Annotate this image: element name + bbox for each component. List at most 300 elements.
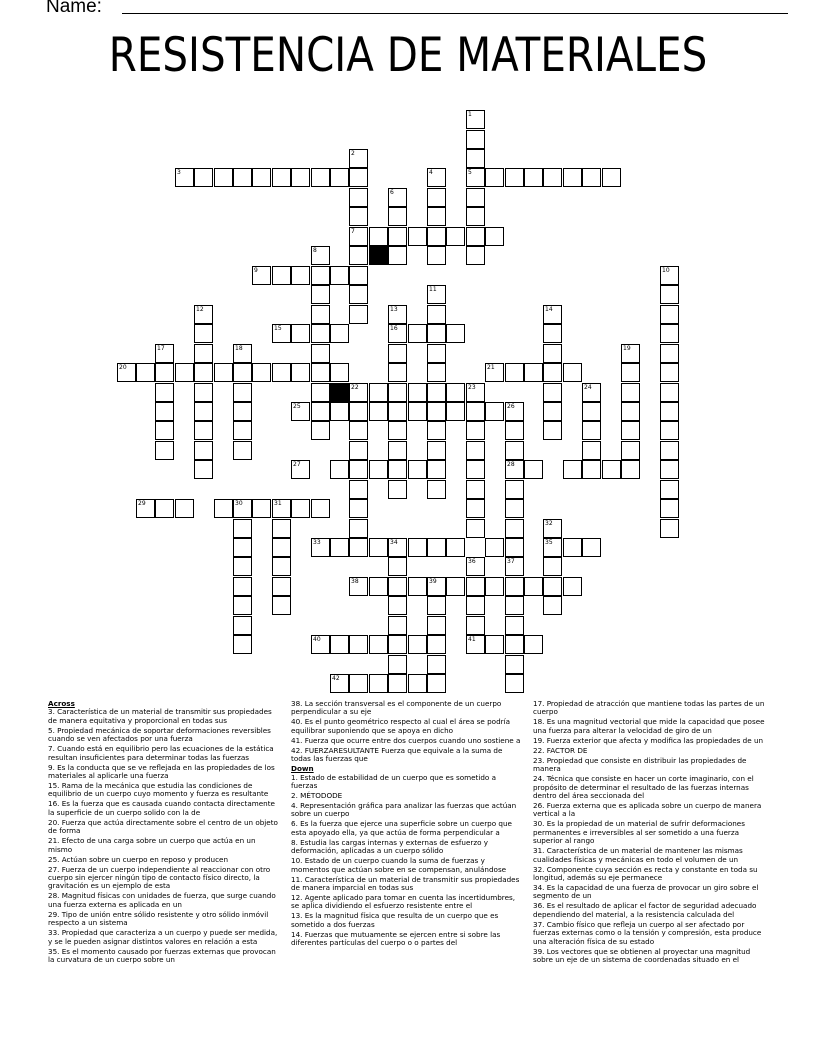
crossword-cell[interactable] xyxy=(349,674,368,693)
crossword-cell[interactable] xyxy=(543,305,562,324)
crossword-cell[interactable] xyxy=(427,344,446,363)
crossword-cell[interactable] xyxy=(408,674,427,693)
crossword-cell[interactable] xyxy=(427,441,446,460)
crossword-cell[interactable] xyxy=(466,246,485,265)
crossword-cell[interactable] xyxy=(388,227,407,246)
crossword-cell[interactable] xyxy=(349,383,368,402)
crossword-cell[interactable] xyxy=(408,538,427,557)
crossword-cell[interactable] xyxy=(369,383,388,402)
crossword-cell[interactable] xyxy=(349,480,368,499)
crossword-cell[interactable] xyxy=(660,305,679,324)
crossword-cell[interactable] xyxy=(388,188,407,207)
clue-number: 26 xyxy=(507,403,515,410)
crossword-cell[interactable] xyxy=(194,421,213,440)
crossword-cell[interactable] xyxy=(427,324,446,343)
crossword-cell[interactable] xyxy=(466,616,485,635)
crossword-cell[interactable] xyxy=(291,402,310,421)
crossword-cell[interactable] xyxy=(291,324,310,343)
crossword-cell[interactable] xyxy=(311,305,330,324)
crossword-cell[interactable] xyxy=(233,363,252,382)
crossword-cell[interactable] xyxy=(155,402,174,421)
crossword-cell[interactable] xyxy=(272,499,291,518)
crossword-cell[interactable] xyxy=(136,363,155,382)
crossword-block-cell xyxy=(330,383,349,402)
crossword-cell[interactable] xyxy=(524,363,543,382)
crossword-cell[interactable] xyxy=(505,674,524,693)
crossword-cell[interactable] xyxy=(194,441,213,460)
crossword-cell[interactable] xyxy=(505,460,524,479)
crossword-cell[interactable] xyxy=(388,363,407,382)
crossword-cell[interactable] xyxy=(291,499,310,518)
clue-number: 25 xyxy=(293,403,301,410)
crossword-cell[interactable] xyxy=(233,383,252,402)
crossword-cell[interactable] xyxy=(175,168,194,187)
crossword-cell[interactable] xyxy=(349,421,368,440)
crossword-cell[interactable] xyxy=(505,577,524,596)
crossword-cell[interactable] xyxy=(543,363,562,382)
crossword-cell[interactable] xyxy=(582,441,601,460)
crossword-cell[interactable] xyxy=(466,207,485,226)
crossword-cell[interactable] xyxy=(505,519,524,538)
crossword-cell[interactable] xyxy=(485,538,504,557)
crossword-cell[interactable] xyxy=(427,383,446,402)
crossword-cell[interactable] xyxy=(330,538,349,557)
crossword-cell[interactable] xyxy=(466,110,485,129)
clue-number: 12 xyxy=(196,306,204,313)
crossword-cell[interactable] xyxy=(349,577,368,596)
crossword-cell[interactable] xyxy=(252,499,271,518)
crossword-cell[interactable] xyxy=(524,168,543,187)
crossword-cell[interactable] xyxy=(427,207,446,226)
crossword-cell[interactable] xyxy=(466,168,485,187)
crossword-cell[interactable] xyxy=(233,519,252,538)
crossword-cell[interactable] xyxy=(388,480,407,499)
crossword-cell[interactable] xyxy=(427,246,446,265)
crossword-cell[interactable] xyxy=(660,480,679,499)
crossword-cell[interactable] xyxy=(408,324,427,343)
crossword-cell[interactable] xyxy=(272,519,291,538)
crossword-cell[interactable] xyxy=(621,363,640,382)
clue-item: 10. Estado de un cuerpo cuando la suma de fuerzas y momentos que actúan sobre en se compensan, anulándose xyxy=(291,856,507,874)
crossword-cell[interactable] xyxy=(524,635,543,654)
crossword-cell[interactable] xyxy=(388,538,407,557)
crossword-cell[interactable] xyxy=(291,168,310,187)
crossword-cell[interactable] xyxy=(621,344,640,363)
clue-number: 40 xyxy=(313,636,321,643)
crossword-cell[interactable] xyxy=(466,227,485,246)
crossword-cell[interactable] xyxy=(388,207,407,226)
crossword-cell[interactable] xyxy=(582,402,601,421)
crossword-cell[interactable] xyxy=(349,266,368,285)
clue-number: 37 xyxy=(507,558,515,565)
crossword-cell[interactable] xyxy=(369,674,388,693)
crossword-cell[interactable] xyxy=(524,577,543,596)
crossword-cell[interactable] xyxy=(349,305,368,324)
crossword-cell[interactable] xyxy=(233,538,252,557)
crossword-cell[interactable] xyxy=(233,596,252,615)
crossword-cell[interactable] xyxy=(466,635,485,654)
crossword-cell[interactable] xyxy=(563,460,582,479)
crossword-cell[interactable] xyxy=(485,635,504,654)
crossword-cell[interactable] xyxy=(427,285,446,304)
crossword-cell[interactable] xyxy=(349,460,368,479)
crossword-cell[interactable] xyxy=(349,519,368,538)
crossword-cell[interactable] xyxy=(233,168,252,187)
crossword-cell[interactable] xyxy=(194,383,213,402)
crossword-cell[interactable] xyxy=(388,305,407,324)
crossword-cell[interactable] xyxy=(543,519,562,538)
crossword-cell[interactable] xyxy=(446,402,465,421)
crossword-cell[interactable] xyxy=(660,402,679,421)
crossword-cell[interactable] xyxy=(505,402,524,421)
crossword-cell[interactable] xyxy=(543,344,562,363)
crossword-cell[interactable] xyxy=(485,168,504,187)
crossword-cell[interactable] xyxy=(505,168,524,187)
crossword-cell[interactable] xyxy=(427,402,446,421)
crossword-cell[interactable] xyxy=(543,383,562,402)
crossword-cell[interactable] xyxy=(194,363,213,382)
crossword-cell[interactable] xyxy=(505,499,524,518)
crossword-cell[interactable] xyxy=(349,635,368,654)
crossword-cell[interactable] xyxy=(524,460,543,479)
down-header: Down xyxy=(291,764,314,774)
crossword-cell[interactable] xyxy=(233,499,252,518)
crossword-cell[interactable] xyxy=(214,168,233,187)
crossword-cell[interactable] xyxy=(446,324,465,343)
crossword-cell[interactable] xyxy=(311,266,330,285)
crossword-cell[interactable] xyxy=(233,557,252,576)
crossword-cell[interactable] xyxy=(311,538,330,557)
crossword-cell[interactable] xyxy=(233,402,252,421)
clue-number: 1 xyxy=(468,111,472,118)
crossword-cell[interactable] xyxy=(311,168,330,187)
crossword-cell[interactable] xyxy=(233,421,252,440)
crossword-cell[interactable] xyxy=(408,460,427,479)
clue-item: 35. Es el momento causado por fuerzas externas que provocan la curvatura de un cuerpo sobre un xyxy=(48,946,276,965)
crossword-cell[interactable] xyxy=(311,324,330,343)
crossword-cell[interactable] xyxy=(621,383,640,402)
crossword-cell[interactable] xyxy=(660,383,679,402)
crossword-cell[interactable] xyxy=(388,577,407,596)
crossword-cell[interactable] xyxy=(582,538,601,557)
clue-item: 32. Componente cuya sección es recta y constante en toda su longitud, además su eje permanece xyxy=(533,864,758,883)
crossword-cell[interactable] xyxy=(349,499,368,518)
crossword-cell[interactable] xyxy=(194,168,213,187)
crossword-cell[interactable] xyxy=(466,460,485,479)
crossword-cell[interactable] xyxy=(388,635,407,654)
crossword-cell[interactable] xyxy=(388,674,407,693)
crossword-cell[interactable] xyxy=(427,674,446,693)
crossword-cell[interactable] xyxy=(427,480,446,499)
crossword-cell[interactable] xyxy=(388,441,407,460)
crossword-cell[interactable] xyxy=(466,188,485,207)
crossword-cell[interactable] xyxy=(175,363,194,382)
crossword-cell[interactable] xyxy=(427,421,446,440)
crossword-cell[interactable] xyxy=(311,285,330,304)
crossword-cell[interactable] xyxy=(602,168,621,187)
crossword-cell[interactable] xyxy=(466,130,485,149)
crossword-cell[interactable] xyxy=(388,402,407,421)
crossword-cell[interactable] xyxy=(194,324,213,343)
crossword-cell[interactable] xyxy=(369,538,388,557)
crossword-cell[interactable] xyxy=(621,421,640,440)
crossword-cell[interactable] xyxy=(427,168,446,187)
crossword-cell[interactable] xyxy=(427,538,446,557)
crossword-cell[interactable] xyxy=(311,421,330,440)
crossword-cell[interactable] xyxy=(408,227,427,246)
crossword-cell[interactable] xyxy=(466,557,485,576)
crossword-cell[interactable] xyxy=(330,635,349,654)
clue-item: 34. Es la capacidad de una fuerza de provocar un giro sobre el segmento de un xyxy=(533,883,759,901)
crossword-cell[interactable] xyxy=(660,285,679,304)
crossword-cell[interactable] xyxy=(427,460,446,479)
crossword-cell[interactable] xyxy=(543,421,562,440)
crossword-cell[interactable] xyxy=(427,596,446,615)
crossword-cell[interactable] xyxy=(446,227,465,246)
clue-item: 16. Es la fuerza que es causada cuando contacta directamente la superficie de un cuerpo solido con la de xyxy=(48,799,275,817)
clue-number: 42 xyxy=(332,675,340,682)
crossword-cell[interactable] xyxy=(369,460,388,479)
crossword-cell[interactable] xyxy=(369,635,388,654)
crossword-cell[interactable] xyxy=(175,499,194,518)
crossword-cell[interactable] xyxy=(155,363,174,382)
crossword-cell[interactable] xyxy=(408,383,427,402)
crossword-cell[interactable] xyxy=(505,421,524,440)
crossword-cell[interactable] xyxy=(388,421,407,440)
crossword-cell[interactable] xyxy=(388,460,407,479)
crossword-cell[interactable] xyxy=(291,363,310,382)
crossword-cell[interactable] xyxy=(252,266,271,285)
crossword-cell[interactable] xyxy=(214,499,233,518)
crossword-cell[interactable] xyxy=(505,363,524,382)
crossword-cell[interactable] xyxy=(466,499,485,518)
crossword-cell[interactable] xyxy=(369,227,388,246)
clue-number: 18 xyxy=(235,345,243,352)
crossword-cell[interactable] xyxy=(543,168,562,187)
crossword-cell[interactable] xyxy=(446,538,465,557)
crossword-cell[interactable] xyxy=(427,363,446,382)
crossword-cell[interactable] xyxy=(349,246,368,265)
crossword-cell[interactable] xyxy=(272,596,291,615)
clue-item: 41. Fuerza que ocurre entre dos cuerpos cuando uno sostiene a xyxy=(291,735,521,745)
crossword-cell[interactable] xyxy=(466,441,485,460)
clue-item: 11. Característica de un material de transmitir sus propiedades de manera imparcial en todas sus xyxy=(291,874,520,893)
crossword-cell[interactable] xyxy=(602,460,621,479)
crossword-cell[interactable] xyxy=(485,227,504,246)
crossword-cell[interactable] xyxy=(660,441,679,460)
crossword-cell[interactable] xyxy=(136,499,155,518)
crossword-cell[interactable] xyxy=(660,344,679,363)
clue-item: 12. Agente aplicado para tomar en cuenta las incertidumbres, se aplica dividiendo el esfuerzo resistente entre el xyxy=(291,893,516,911)
crossword-cell[interactable] xyxy=(349,168,368,187)
crossword-cell[interactable] xyxy=(485,363,504,382)
crossword-cell[interactable] xyxy=(543,577,562,596)
crossword-cell[interactable] xyxy=(466,421,485,440)
crossword-cell[interactable] xyxy=(369,402,388,421)
crossword-cell[interactable] xyxy=(466,149,485,168)
crossword-cell[interactable] xyxy=(621,441,640,460)
crossword-cell[interactable] xyxy=(660,421,679,440)
crossword-cell[interactable] xyxy=(563,577,582,596)
crossword-cell[interactable] xyxy=(408,402,427,421)
crossword-cell[interactable] xyxy=(563,363,582,382)
crossword-cell[interactable] xyxy=(388,344,407,363)
crossword-cell[interactable] xyxy=(388,616,407,635)
crossword-cell[interactable] xyxy=(408,577,427,596)
crossword-cell[interactable] xyxy=(233,441,252,460)
crossword-cell[interactable] xyxy=(582,168,601,187)
crossword-cell[interactable] xyxy=(311,344,330,363)
crossword-cell[interactable] xyxy=(349,402,368,421)
crossword-cell[interactable] xyxy=(311,383,330,402)
crossword-cell[interactable] xyxy=(466,383,485,402)
crossword-cell[interactable] xyxy=(388,557,407,576)
crossword-cell[interactable] xyxy=(388,383,407,402)
crossword-cell[interactable] xyxy=(543,538,562,557)
crossword-cell[interactable] xyxy=(427,616,446,635)
crossword-cell[interactable] xyxy=(660,363,679,382)
crossword-cell[interactable] xyxy=(330,674,349,693)
crossword-cell[interactable] xyxy=(291,266,310,285)
crossword-cell[interactable] xyxy=(446,577,465,596)
crossword-cell[interactable] xyxy=(505,441,524,460)
crossword-cell[interactable] xyxy=(349,441,368,460)
crossword-cell[interactable] xyxy=(194,305,213,324)
crossword-cell[interactable] xyxy=(369,577,388,596)
crossword-cell[interactable] xyxy=(330,168,349,187)
crossword-cell[interactable] xyxy=(582,421,601,440)
crossword-cell[interactable] xyxy=(272,557,291,576)
crossword-cell[interactable] xyxy=(466,596,485,615)
clue-number: 16 xyxy=(390,325,398,332)
crossword-cell[interactable] xyxy=(660,460,679,479)
crossword-cell[interactable] xyxy=(252,168,271,187)
crossword-cell[interactable] xyxy=(427,188,446,207)
crossword-cell[interactable] xyxy=(330,363,349,382)
crossword-cell[interactable] xyxy=(466,402,485,421)
crossword-cell[interactable] xyxy=(505,557,524,576)
clue-item: 22. FACTOR DE xyxy=(533,745,588,755)
crossword-cell[interactable] xyxy=(563,168,582,187)
crossword-cell[interactable] xyxy=(272,168,291,187)
crossword-cell[interactable] xyxy=(311,635,330,654)
crossword-cell[interactable] xyxy=(330,266,349,285)
crossword-cell[interactable] xyxy=(582,460,601,479)
crossword-cell[interactable] xyxy=(233,344,252,363)
crossword-cell[interactable] xyxy=(155,441,174,460)
crossword-cell[interactable] xyxy=(349,188,368,207)
crossword-cell[interactable] xyxy=(505,655,524,674)
crossword-cell[interactable] xyxy=(660,519,679,538)
across-header: Across xyxy=(48,699,75,708)
crossword-cell[interactable] xyxy=(311,402,330,421)
crossword-cell[interactable] xyxy=(291,460,310,479)
clue-number: 23 xyxy=(468,384,476,391)
crossword-cell[interactable] xyxy=(388,655,407,674)
crossword-cell[interactable] xyxy=(660,499,679,518)
clue-number: 27 xyxy=(293,461,301,468)
crossword-cell[interactable] xyxy=(446,383,465,402)
crossword-cell[interactable] xyxy=(349,149,368,168)
crossword-cell[interactable] xyxy=(505,538,524,557)
crossword-cell[interactable] xyxy=(427,577,446,596)
crossword-cell[interactable] xyxy=(388,596,407,615)
crossword-cell[interactable] xyxy=(194,460,213,479)
crossword-cell[interactable] xyxy=(330,460,349,479)
crossword-cell[interactable] xyxy=(214,363,233,382)
crossword-cell[interactable] xyxy=(660,324,679,343)
crossword-cell[interactable] xyxy=(408,635,427,654)
crossword-cell[interactable] xyxy=(311,246,330,265)
crossword-cell[interactable] xyxy=(427,635,446,654)
crossword-cell[interactable] xyxy=(233,635,252,654)
crossword-cell[interactable] xyxy=(427,305,446,324)
clue-number: 8 xyxy=(313,247,317,254)
crossword-cell[interactable] xyxy=(485,402,504,421)
clue-number: 10 xyxy=(662,267,670,274)
crossword-cell[interactable] xyxy=(349,285,368,304)
crossword-cell[interactable] xyxy=(427,227,446,246)
crossword-cell[interactable] xyxy=(543,596,562,615)
crossword-cell[interactable] xyxy=(388,246,407,265)
crossword-cell[interactable] xyxy=(155,344,174,363)
crossword-cell[interactable] xyxy=(466,577,485,596)
crossword-cell[interactable] xyxy=(466,519,485,538)
crossword-cell[interactable] xyxy=(330,324,349,343)
crossword-cell[interactable] xyxy=(621,402,640,421)
crossword-cell[interactable] xyxy=(311,363,330,382)
crossword-cell[interactable] xyxy=(194,402,213,421)
crossword-cell[interactable] xyxy=(543,557,562,576)
crossword-cell[interactable] xyxy=(233,616,252,635)
crossword-cell[interactable] xyxy=(582,383,601,402)
crossword-cell[interactable] xyxy=(349,538,368,557)
crossword-cell[interactable] xyxy=(117,363,136,382)
crossword-cell[interactable] xyxy=(505,616,524,635)
crossword-cell[interactable] xyxy=(272,266,291,285)
crossword-cell[interactable] xyxy=(330,402,349,421)
crossword-cell[interactable] xyxy=(349,207,368,226)
crossword-cell[interactable] xyxy=(388,324,407,343)
crossword-cell[interactable] xyxy=(505,635,524,654)
crossword-cell[interactable] xyxy=(485,577,504,596)
crossword-cell[interactable] xyxy=(427,655,446,674)
crossword-cell[interactable] xyxy=(233,577,252,596)
crossword-cell[interactable] xyxy=(621,460,640,479)
clue-item: 40. Es el punto geométrico respecto al cual el área se podría equilibrar suponiendo que se apoya en dicho xyxy=(291,717,510,735)
crossword-cell[interactable] xyxy=(543,402,562,421)
crossword-cell[interactable] xyxy=(272,538,291,557)
clue-number: 35 xyxy=(545,539,553,546)
crossword-cell[interactable] xyxy=(349,227,368,246)
crossword-cell[interactable] xyxy=(660,266,679,285)
crossword-cell[interactable] xyxy=(505,480,524,499)
crossword-cell[interactable] xyxy=(252,363,271,382)
crossword-cell[interactable] xyxy=(543,324,562,343)
crossword-cell[interactable] xyxy=(563,538,582,557)
crossword-cell[interactable] xyxy=(272,577,291,596)
crossword-cell[interactable] xyxy=(466,480,485,499)
crossword-cell[interactable] xyxy=(155,499,174,518)
crossword-cell[interactable] xyxy=(272,363,291,382)
crossword-cell[interactable] xyxy=(194,344,213,363)
crossword-cell[interactable] xyxy=(155,421,174,440)
crossword-cell[interactable] xyxy=(311,499,330,518)
crossword-cell[interactable] xyxy=(272,324,291,343)
crossword-cell[interactable] xyxy=(505,596,524,615)
crossword-cell[interactable] xyxy=(155,383,174,402)
clue-item: 19. Fuerza exterior que afecta y modifica las propiedades de un xyxy=(533,735,764,745)
